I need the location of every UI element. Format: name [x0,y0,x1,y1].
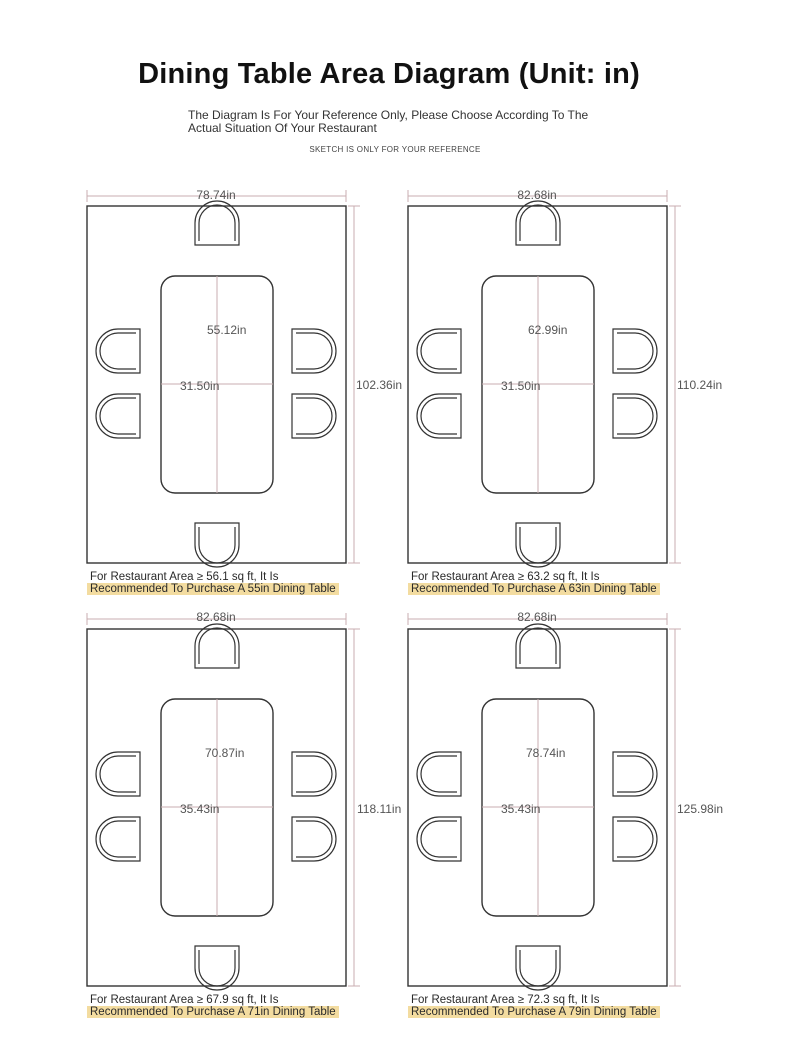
chair-right-lower-icon [613,817,657,861]
caption-line-2: Recommended To Purchase A 63in Dining Table [408,583,660,595]
room-width-label: 82.68in [517,188,557,202]
chair-left-lower-icon [417,817,461,861]
caption [411,994,660,1018]
chair-bottom-icon [195,946,239,990]
floor-plan-3 [82,609,442,1049]
caption-line-2: Recommended To Purchase A 71in Dining Table [87,1006,339,1018]
chair-top-icon [516,201,560,245]
room-width-label: 78.74in [196,188,236,202]
floor-plan-2 [403,186,763,626]
chair-left-lower-icon [417,394,461,438]
chair-bottom-icon [516,523,560,567]
diagram-panel-4 [403,609,763,1049]
chair-left-lower-icon [96,817,140,861]
floor-plan-4 [403,609,763,1049]
chair-bottom-icon [195,523,239,567]
chair-right-lower-icon [613,394,657,438]
chair-left-lower-icon [96,394,140,438]
caption [90,994,339,1018]
chair-top-icon [195,624,239,668]
chair-left-upper-icon [417,329,461,373]
sketch-note: SKETCH IS ONLY FOR YOUR REFERENCE [309,145,481,154]
table-length-label: 55.12in [207,323,247,337]
table-width-label: 31.50in [501,379,541,393]
chair-right-upper-icon [613,329,657,373]
room-height-label: 125.98in [677,802,724,816]
floor-plan-1 [82,186,442,626]
caption [411,571,660,595]
chair-left-upper-icon [417,752,461,796]
chair-top-icon [195,201,239,245]
caption-line-1: For Restaurant Area ≥ 56.1 sq ft, It Is [90,571,279,583]
table-length-label: 62.99in [528,323,568,337]
chair-left-upper-icon [96,752,140,796]
chair-right-upper-icon [292,752,336,796]
table-width-label: 35.43in [180,802,220,816]
caption-line-2: Recommended To Purchase A 55in Dining Table [87,583,339,595]
room-width-label: 82.68in [196,610,236,624]
diagram-panel-1 [82,186,442,626]
caption-line-1: For Restaurant Area ≥ 67.9 sq ft, It Is [90,994,279,1006]
chair-left-upper-icon [96,329,140,373]
table-width-label: 31.50in [180,379,220,393]
diagram-panel-2 [403,186,763,626]
chair-right-lower-icon [292,817,336,861]
caption-line-1: For Restaurant Area ≥ 63.2 sq ft, It Is [411,571,600,583]
caption [90,571,339,595]
table-length-label: 70.87in [205,746,245,760]
chair-right-lower-icon [292,394,336,438]
room-height-label: 102.36in [356,378,403,392]
room-height-label: 110.24in [677,378,723,392]
chair-top-icon [516,624,560,668]
chair-right-upper-icon [292,329,336,373]
table-length-label: 78.74in [526,746,566,760]
page-title: Dining Table Area Diagram (Unit: in) [138,58,640,90]
chair-bottom-icon [516,946,560,990]
chair-right-upper-icon [613,752,657,796]
subtitle: The Diagram Is For Your Reference Only, Please Choose According To The Actual Situation Of Your Restaurant [188,108,589,135]
room-height-label: 118.11in [357,802,402,816]
room-width-label: 82.68in [517,610,557,624]
caption-line-2: Recommended To Purchase A 79in Dining Table [408,1006,660,1018]
table-width-label: 35.43in [501,802,541,816]
diagram-panel-3 [82,609,442,1049]
caption-line-1: For Restaurant Area ≥ 72.3 sq ft, It Is [411,994,600,1006]
